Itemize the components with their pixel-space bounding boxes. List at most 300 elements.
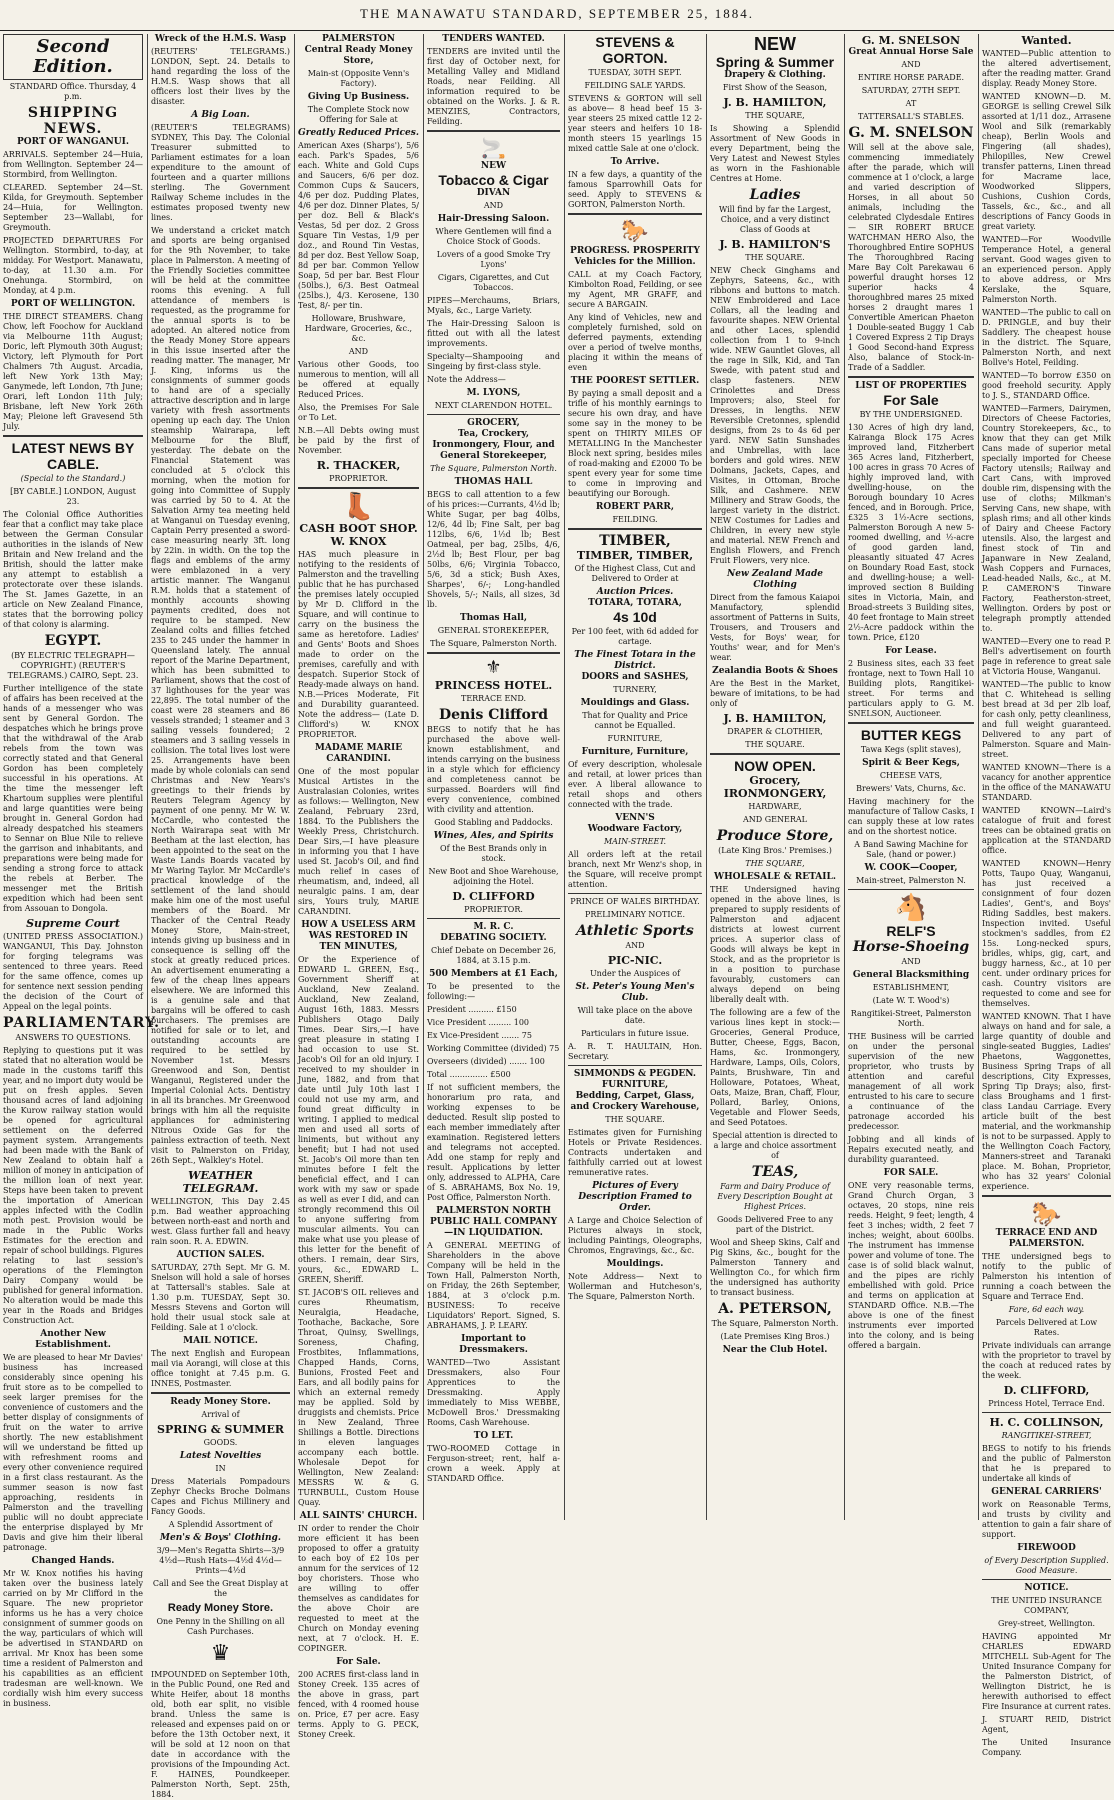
egypt-heading: EGYPT. <box>44 633 102 649</box>
club-line: St. Peter's Young Men's Club. <box>575 982 695 1003</box>
madame-heading: MADAME MARIE CARANDINI. <box>314 743 403 764</box>
projected-text: PROJECTED DEPARTURES For Wellington. Stormbird, to-day, at midday. For Westport. Manawatu, to-day, at 11.30 a.m. For Onehunga. Stormbird, on Monday, at 4 p.m. <box>3 236 143 295</box>
gms-name: G. M. SNELSON <box>848 125 974 141</box>
arrive-text: IN a few days, a quantity of the famous Sparrowhill Oats for seed. Apply to STEVENS & GORTON, Palmerston North. <box>568 170 702 209</box>
rangi-line: RANGITIKEI-STREET, <box>1001 1431 1092 1440</box>
jacob-text: ST. JACOB'S OIL relieves and cures Rheumatism, Neuralgia, Headache, Toothache, Backache, Sore Throat, Quinsy, Swellings, Soreness, Chafing, Frostbites, Inflammations, Chapped Hands, Corns, Bunions, Frosted Feet and Ears, and all bodily pains for which an external remedy may be applied. Sold by druggists and chemists. Price in New Zealand, Three Shillings a Bottle. Directions in eleven languages accompany each bottle. Wholesale Depot for Wellington, New Zealand: MESSRS W. & G. TURNBULL, Custom House Quay. <box>298 1288 419 1507</box>
steamers-text: THE DIRECT STEAMERS. Chang Chow, left Foochow for Auckland via Melbourne 11th August; Doric, left Plymouth 30th August; Victory, left Plymouth for Port Chalmers 7th August. Arcadia, left New York 13th May; Ganymede, left London, 7th June; Orari, left London 11th July; Brisbane, left New York 26th May; Pleione left Gravesend 5th July. <box>3 312 143 431</box>
hamiltons-name: J. B. HAMILTON'S <box>719 238 831 251</box>
timber-heading: TIMBER, <box>599 533 671 549</box>
united-text: HAVING appointed Mr CHARLES EDWARD MITCHELL Sub-Agent for The United Insurance Company for the Palmerston District, of Wellington District, he is herewith authorised to effect Fire Insurance at current rates. <box>982 1632 1111 1711</box>
zealandia-text: Are the Best in the Market, beware of imitations, to be had only of <box>710 679 840 708</box>
mail-text: The next English and European mail via Aorangi, will close at this office tonight at 7.45 p.m. G. INNES, Postmaster. <box>151 1349 290 1388</box>
hair-heading: Hair-Dressing Saloon. <box>437 214 550 224</box>
ironmongery-line: IRONMONGERY, <box>723 787 827 800</box>
horse-sale-heading: Great Annual Horse Sale <box>848 47 974 57</box>
store-name: Ready Money Store. <box>167 1602 274 1614</box>
divider <box>568 893 702 894</box>
call-line: Call and See the Great Display at the <box>152 1579 289 1598</box>
stevens-heading: STEVENS & GORTON. <box>595 34 675 66</box>
boot-icon: 👢 <box>342 492 375 522</box>
timber-price: 4s 10d <box>613 609 657 625</box>
tolet-text: TWO-ROOMED Cottage in Ferguson-street; rent, half a-crown a week. Apply at STANDARD Office. <box>427 1444 560 1483</box>
bedding-line: Bedding, Carpet, Glass, and Crockery Warehouse, <box>570 1091 700 1112</box>
church-text: IN order to render the Choir more efficient it has been proposed to offer a gratuity to each boy of £2 10s per annum for the services of 12 boy choristers. Those who are willing to offer themselves as candidates for the above Choir are requested to meet at the Church on Monday evening next, at 7 o'clock. H. E. COPINGER. <box>298 1524 419 1653</box>
feilding-line: FEILDING SALE YARDS. <box>584 81 686 90</box>
following-text: The following are a few of the various lines kept in stock:— Groceries, General Produce, Butter, Cheese, Eggs, Bacon, Hams, &c. Ironmongery, Hardware, Lamps, Oils, Colors, Paints, Brushware, Tin and Holloware, Potatoes, Wheat, Oats, Maize, Bran, Chaff, Flour, Pollard, Barley, Onions, Vegetable and Flower Seeds, and Seed Potatoes. <box>710 1008 840 1127</box>
fare-line: Fare, 6d each way. <box>1008 1305 1085 1314</box>
discount-line: One Penny in the Shilling on all Cash Purchases. <box>156 1617 285 1636</box>
lyons-address: NEXT CLARENDON HOTEL. <box>434 401 553 410</box>
sqpn-line: The Square, Palmerston North. <box>711 1319 839 1328</box>
saloon-line: The Hair-Dressing Saloon is fitted out with all the latest improvements. <box>427 319 560 348</box>
sale-heading: For Sale. <box>336 1657 381 1667</box>
premises-line: Also, the Premises For Sale or To Let. <box>298 403 419 422</box>
store-town: PALMERSTON <box>322 34 395 44</box>
saturday-line: SATURDAY, 27TH SEPT. <box>861 86 961 95</box>
and-line: AND <box>483 201 504 210</box>
egypt-text: Further intelligence of the state of affairs has been received at the hands of a messenger who was sent by General Gordon. The despatches which he brings prove that the withdrawal of the Arab rebels from the town was correctly stated and that General Gordon has been completely successful in his operations. At the time the messenger left Khartoum supplies were plentiful and large quantities were being brought in. General Gordon had already despatched his steamers to Sennar on Blue Nile to relieve the garrison and inhabitants, and preparations were being made for sending a strong force to attack the rebels at Berber. The messenger met the British expedition which had been sent from Assouan to Dongola. <box>3 684 143 913</box>
prices-list: 3/9—Men's Regatta Shirts—3/9 4½d—Rush Hats—4½d 4½d—Prints—4½d <box>156 1546 285 1575</box>
properties-list: 130 Acres of high dry land, Kairanga Block 175 Acres improved land, Fitzherbert 365 Acres land, Fitzherbert, 100 acres in grass 70 Acres of highly improved land, with dwelling-house, on the Borough boundary 10 Acres fenced, and in Borough. Price, £325 3 1½-Acre sections, Palmerston Borough A new 5-roomed dwelling, and ½-acre of good garden land, pleasantly situated 47 Acres on Boundary Road East, stock and dwelling-house; a well-improved section 8 Building sites in Victoria, Main, and Broad-streets 3 Building sites, 40 feet frontage to Main street 2½-Acre paddock within the town. Price, £120 <box>848 423 974 642</box>
united-line: THE UNITED INSURANCE COMPANY, <box>991 1596 1102 1615</box>
knox-text: HAS much pleasure in notifying to the residents of Palmerston and the travelling public that he has purchased the premises lately occupied by Mr D. Clifford in the Square, and will continue to carry on the business the same as heretofore. Ladies' and Gents' Boots and Shoes made to order on the premises, carefully and with despatch. Superior Stock of Ready-made always on hand. N.B.—Prices Moderate, Fit and Durability guaranteed. Note the address— (Late D. Clifford's) W. KNOX PROPRIETOR. <box>298 550 419 739</box>
divider <box>298 487 419 489</box>
grey-line: Grey-street, Wellington. <box>997 1619 1096 1628</box>
pipe-smoker-icon: 🚬 <box>481 136 506 160</box>
dress-list: Dress Materials Pompadours Zephyr Checks Broche Dolmans Capes and Fichus Millinery and Fancy Goods. <box>151 1477 290 1516</box>
hall-address: The Square, Palmerston North. <box>430 639 557 648</box>
auction-line: Auction Prices. <box>596 587 674 597</box>
work-line: work on Reasonable Terms, and trusts by civility and attention to gain a fair share of support. <box>982 1500 1111 1539</box>
proprietor-line: PROPRIETOR. <box>464 905 523 914</box>
store-address: Main-st (Opposite Venn's Factory). <box>307 69 410 88</box>
denis-name: Denis Clifford <box>438 707 549 723</box>
divider <box>427 414 560 415</box>
lease-text: 2 Business sites, each 33 feet frontage, next to Town Hall 10 Building plots, Rangitikei-street. For terms and particulars apply to G. M. SNELSON, Auctioneer. <box>848 659 974 718</box>
entire-line: ENTIRE HORSE PARADE. <box>857 73 965 82</box>
wanted-heading: Wanted. <box>1021 34 1072 47</box>
estab-line: ESTABLISHMENT, <box>872 983 950 992</box>
tawa-line: Tawa Kegs (split staves), <box>860 745 962 754</box>
clifford-name: D. CLIFFORD, <box>1003 1384 1090 1397</box>
clothing-heading: Men's & Boys' Clothing. <box>160 1533 281 1543</box>
wanted-item: WANTED—The public to call on D. PRINGLE, and buy their Saddlery. The cheapest house in the district. The Square, Palmerston North, and next Bollve's Hotel, Feilding. <box>982 308 1111 367</box>
timber-heading-2: TIMBER, TIMBER, <box>576 549 694 562</box>
parliament-heading: PARLIAMENTARY. <box>3 1015 161 1031</box>
butter-heading: BUTTER KEGS <box>860 727 962 743</box>
auction-text: SATURDAY, 27th Sept. Mr G. M. Snelson will hold a sale of horses at Tattersall's stables. Sale at 1.30 p.m. TUESDAY, Sept 30. Messrs Stevens and Gorton will hold their usual stock sale at Feilding. Sale at 1 o'clock. <box>151 1263 290 1332</box>
showing-text: Is Showing a Splendid Assortment of New Goods in every Department, being the Very Latest and Newest Styles as worn in the Fashionable Centres at Home. <box>710 124 840 183</box>
column-4 <box>424 34 563 1520</box>
mainst-line: MAIN-STREET. <box>603 837 667 846</box>
cable-dateline: [BY CABLE.] LONDON, August 23. <box>10 487 136 506</box>
note-line: Note the Address— <box>427 375 506 384</box>
wanted-item: WANTED KNOWN—D. M. GEORGE is selling Crewel Silk assorted at 1/11 doz., Arrasene Wool and Silk (remarkably cheap), Berlin Wools and Fingering (all shades), Philopilles, New Crewel transfer patterns, Linen thread for Macrame lace, Woodworked Slippers, Cushions, Cushion Cords, Tassels, &c., &c., and all descriptions of Fancy Goods in great variety. <box>982 92 1111 231</box>
parcels-line: Parcels Delivered at Low Rates. <box>995 1318 1098 1337</box>
tobacco-heading: Tobacco & Cigar <box>438 172 549 188</box>
uic-line: The United Insurance Company. <box>982 1738 1111 1757</box>
divider <box>848 376 974 378</box>
wanted-item: WANTED KNOWN—Laird's catalogue of fruit and forest trees can be obtained gratis on application at the STANDARD office. <box>982 806 1111 855</box>
debts-line: N.B.—All Debts owing must be paid by the first of November. <box>298 426 419 455</box>
lovers-line: Lovers of a good Smoke Try Lyons' <box>436 250 551 269</box>
stabling-line: Good Stabling and Paddocks. <box>434 818 553 827</box>
weather-heading: WEATHER TELEGRAM. <box>182 1169 259 1195</box>
square-line: The Square, Palmerston North. <box>430 464 557 473</box>
forsale-2-heading: FOR SALE. <box>883 1168 939 1178</box>
coach-text-2: Any kind of Vehicles, new and completely furnished, sold on deferred payments, extending over a period of twelve months, placing it within the means of even <box>568 313 702 372</box>
president-row: President .......... £150 <box>427 1005 517 1014</box>
members-line: 500 Members at £1 Each, <box>429 969 558 979</box>
grocery-line: Grocery, <box>749 774 801 787</box>
princess-line: Princess Hotel, Terrace End. <box>988 1399 1105 1408</box>
late-line: (Late King Bros.' Premises.) <box>718 846 832 855</box>
mouldings-heading: Mouldings. <box>606 1259 664 1269</box>
finest-line: The Finest Totara in the District. <box>574 650 696 671</box>
crown-crest-icon: ♛ <box>210 1641 231 1666</box>
secretary-line: A. R. T. HAULTAIN, Hon. Secretary. <box>568 1042 702 1061</box>
wanted-item: WANTED—Every one to read P. Bell's advertisement on fourth page in reference to great sale at Victoria House, Wanganui. <box>982 637 1111 676</box>
local-news-text: We understand a cricket match and sports are being organised for the 9th November, to take place in Palmerston. A meeting of the Friendly Societies committee will be held at the committee rooms this evening. A full attendance of members is requested, as the programme for the annual sports is to be adopted. An altered notice from the Ready Money Store appears in this issue inserted after the reading matter. The manager, Mr J. King, informs us the consignments of summer goods to hand are of a specially attractive description and in large variety with fresh assortments opening up each day. The Union steamship Wairarapa, left Melbourne for the Bluff, yesterday. The debate on the Financial Statement was concluded at 5 o'clock this morning, when the motion for going into Committee of Supply was carried by 50 to 4. At the Salvation Army tea meeting held at Wanganui on Tuesday evening, Captain Perry presented a sword-case measuring nearly 3ft. long by 22in. in width. On the top the flags and emblems of the army were emblazoned in a very artistic manner. The Wanganui R.M. holds that a statement of monthly accounts showing payments credited, does not require to be stamped. New Zealand colts and fillies fetched 235 to 245 under the hammer in Queensland lately. The annual report of the Marine Department, which has been submitted to Parliament, shows that the cost of 37 lighthouses for the year was 22,895. The total number of the coast were 28 steamers and 86 vessels stranded; 1 steamer and 3 sailing vessels foundered; 2 steamers and 3 sailing vessels in collision. The total lives lost were 25. Arrangements have been made by whole colonials can send Christmas and New Years's greetings to their friends by Reuters Telegram Agency by payment of one penny. Mr W. W. McCardle, who contested the North Wairarapa seat with Mr Beetham at the last election, has been appointed to the seat on the Waste Lands Boards vacated by Mr Waring Taylor. Mr McCardle's practical knowledge of the settlement of the land should make him one of the most useful members of the Board. Mr Thacker of the Central Ready Money Store, Main-street, intends giving up business and in consequence is selling off the stock at greatly reduced prices. An advertisement enumerating a few of the cheap lines appears elsewhere. We are informed this is a genuine sale and that bargains will be offered to cash purchasers. The premises are notified for sale or to let, and outstanding accounts are required to be settled by November 1st. Messrs Greenwood and Son, Dentist Wanganui, Registered under the Imperial Colonial Acts. Dentistry in all its branches. Mr Greenwood brings with him all the requisite appliances for administering Nitrous Oxide Gas for the painless extraction of teeth. Next visit to Palmerston on Friday, 26th Sept., Walkley's Hotel. <box>151 226 290 1165</box>
divider <box>427 130 560 132</box>
giving-heading: Giving Up Business. <box>307 92 410 102</box>
cook-name: W. COOK—Cooper, <box>864 863 958 873</box>
settler-heading: THE POOREST SETTLER. <box>570 376 700 386</box>
parliament-text: Replying to questions put it was stated that no alteration would be made in the customs tariff this year, and no import duty would be put on fresh apples. Seven thousand acres of land adjoining the Kurow railway station would be opened for agricultural settlement on the deferred payment system. Arrangements had been made with the Bank of New Zealand to obtain half a million of money in anticipation of the million loan of next year. Steps have been taken to prevent the importation of American apples infected with the Codlin moth pest. Provision would be made in the Public Works Estimates for the erection and repair of school buildings. Figures relating to last session's operations of the Flemington Dairy Company would be published for general information. No alteration would be made this year in the Roads and Bridges Construction Act. <box>3 1046 143 1325</box>
tuesday-line: TUESDAY, 30TH SEPT. <box>588 68 682 77</box>
arrivals-text: ARRIVALS. September 24—Huia, from Wellington. September 24—Stormbird, from Wellington. <box>3 150 143 179</box>
divider <box>982 1412 1111 1413</box>
court-text: (UNITED PRESS ASSOCIATION.) WANGANUI, This Day. Johnston for forging telegrams was sentenced to three years. Reed for the same offence, comes up for sentence next session pending the decision of the Court of Appeal on the legal points. <box>3 932 143 1011</box>
and-line-2: AND <box>901 957 921 966</box>
divider <box>568 213 702 215</box>
kingbros-line: (Late Premises King Bros.) <box>720 1332 830 1341</box>
cleared-text: CLEARED. September 24—St. Kilda, for Greymouth. September 24—Huia, for Wellington. September 23—Wallabi, for Greymouth. <box>3 183 143 232</box>
divider <box>3 435 143 437</box>
office-line: STANDARD Office. Thursday, 4 p.m. <box>9 82 137 101</box>
spring-heading: SPRING & SUMMER <box>157 1423 284 1436</box>
produce-heading: Produce Store, <box>716 828 834 844</box>
overseers-row: Overseers (divided) ....... 100 <box>427 1057 545 1066</box>
divider <box>568 528 702 530</box>
changed-text: Mr W. Knox notifies his having taken over the business lately carried on by Mr Clifford in the Square. The new proprietor informs us he has a very choice consignment of summer goods on the way, particulars of which will be advertised in STANDARD on arrival. Mr Knox has been some time a resident of Palmerston and his capabilities as an efficient tradesman are well-known. We cordially wish him every success in business. <box>3 1569 143 1708</box>
business-text: THE Business will be carried on under the personal supervision of the new proprietor, who trusts by attention and careful management of all work entrusted to his care to secure a continuance of the patronage accorded his predecessor. <box>848 1032 974 1131</box>
cheese-line: CHEESE VATS, <box>879 771 943 780</box>
thesquare-line: THE SQUARE. <box>605 1115 665 1124</box>
nearclub-line: Near the Club Hotel. <box>722 1345 828 1355</box>
parr-name: ROBERT PARR, <box>595 502 675 512</box>
rang-line: Rangitikei-Street, Palmerston North. <box>850 1009 972 1028</box>
divider <box>427 918 560 919</box>
quality-line: That for Quality and Price cannot be Equalled. <box>582 711 688 730</box>
in-line: IN <box>215 1464 226 1473</box>
every-line: of Every Description Supplied. Good Measure. <box>984 1556 1109 1575</box>
lease-heading: For Lease. <box>885 646 937 656</box>
knox-name: W. KNOX <box>330 535 387 548</box>
port-heading: PORT OF WANGANUI. <box>17 137 129 147</box>
nzclothing-heading: New Zealand Made Clothing <box>727 569 823 590</box>
zealandia-heading: Zealandia Boots & Shoes <box>712 666 838 676</box>
sufficient-text: If not sufficient members, the honorarium pro rata, and working expenses to be deducted. Result slip posted to each member immediately after examination. Registered letters and telegrams not accepted. Add one stamp for reply and result. Applications by letter only, addressed to ALPHA, Care of S. ABRAHAMS, Box No. 19, Post Office, Palmerston North. <box>427 1083 560 1202</box>
boot-shop-heading: CASH BOOT SHOP. <box>299 522 418 535</box>
furn-line: FURNITURE, <box>601 1080 669 1090</box>
prince-line: PRINCE OF WALES BIRTHDAY. <box>570 897 700 906</box>
grocery-heading: GROCERY, <box>467 418 520 428</box>
cigars-line: Cigars, Cigarettes, and Cut Tobaccos. <box>437 273 550 292</box>
mrc-heading: M. R. C. <box>473 922 514 932</box>
where-line: Where Gentlemen will find a Choice Stock of Goods. <box>435 227 552 246</box>
relfs-heading: RELF'S <box>886 923 936 939</box>
column-2 <box>148 34 293 1799</box>
first-line: First Show of the Season, <box>722 83 828 92</box>
egypt-dateline: (BY ELECTRIC TELEGRAPH—COPYRIGHT.) (REUTER'S TELEGRAMS.) CAIRO, Sept. 23. <box>7 651 139 680</box>
coach-icon: 🐎 <box>621 219 649 244</box>
wanted-item: WANTED—To borrow £350 on good freehold security. Apply to J. S., STANDARD Office. <box>982 371 1111 400</box>
farm-line: Farm and Dairy Produce of Every Description Bought at Highest Prices. <box>717 1182 833 1211</box>
orders-line: All orders left at the retail branch, next Mr Wenz's shop, in the Square, will receive prompt attention. <box>568 850 702 889</box>
useless-text: Or the Experience of EDWARD L. GREEN, Esq., Government Sheriff at Auckland, New Zealand. Auckland, New Zealand, August 16th, 1883. Messrs Publishers Otago Daily Times. Dear Sirs,—I have great pleasure in stating I had occasion to use St. Jacob's Oil for an old injury. I received to my shoulder in June, 1882, and from that date until July 10th last I could not use my arm, and found great difficulty in writing. I applied to medical men and used all sorts of liniments, but without any benefit; but I had not used St. Jacob's Oil more than ten minutes before I felt the beneficial effect, and I can work with my saw or spade as well as ever I did, and can strongly recommend this Oil to anyone suffering from muscular ailments. You can make what use you please of this letter for the benefit of others. I remain, dear Sirs, yours, &c., EDWARD L. GREEN, Sheriff. <box>298 955 419 1284</box>
snelson-heading: G. M. SNELSON <box>861 34 961 47</box>
sale-text: 200 ACRES first-class land in Stoney Creek. 135 acres of the above in grass, part fenced, with 4 roomed house on. Price, £7 per acre. Easy terms. Apply to G. PECK, Stoney Creek. <box>298 1670 419 1739</box>
divan-line: DIVAN <box>476 188 511 198</box>
column-7 <box>845 34 977 1520</box>
brewers-line: Brewers' Vats, Churns, &c. <box>856 784 966 793</box>
square-line-4: THE SQUARE, <box>745 859 805 868</box>
establishment-heading: Another New Establishment. <box>35 1329 111 1350</box>
band-line: A Band Sawing Machine for Sale, (hand or power.) <box>854 840 968 859</box>
forsale-heading: For Sale <box>883 392 939 408</box>
progress-heading: PROGRESS. PROSPERITY <box>570 246 700 256</box>
wanted-item: WANTED—Farmers, Dairymen, Directors of Cheese Factories, Country Storekeepers, &c., to know that they can get Milk Cans made of superior metal specially imported for Cheese Factory utensils; Railway and Cart Cans, with improved double rim, dispensing with the use of cloths; Milkman's Serving Cans, new shape, with splash rims; and all other kinds of Dairy and Cheese Factory utensils. Also, the largest and finest stock of Tin and Japanware in New Zealand, Wash Coppers and Furnaces, Lead-headed Nails, &c., at M. P. CAMERON'S Tinware Factory, Featherston-street, Wellington. Orders by post or telegraph promptly attended to. <box>982 404 1111 633</box>
hall-company-heading: PALMERSTON NORTH PUBLIC HALL COMPANY—IN LIQUIDATION. <box>429 1206 558 1238</box>
useless-heading: HOW A USELESS ARM WAS RESTORED IN TEN MINUTES, <box>301 920 416 952</box>
novelties-line: Latest Novelties <box>179 1451 262 1461</box>
denis-text: BEGS to notify that he has purchased the above well-known establishment, and intends carrying on the business in a style which for efficiency and completeness cannot be surpassed. Boarders will find every convenience, combined with civility and attention. <box>427 725 560 814</box>
hall-name: THOMAS HALL <box>454 477 533 487</box>
place-line: Will take place on the above date. <box>577 1006 693 1025</box>
proprietor-line: PROPRIETOR. <box>329 474 388 483</box>
square-line: THE SQUARE, <box>745 111 805 120</box>
best-line: Of the Best Brands only in stock. <box>440 844 547 863</box>
debate-line: Chief Debate on December 26, 1884, at 3.15 p.m. <box>430 946 556 965</box>
notice-heading: NOTICE. <box>1024 1583 1069 1593</box>
venns-name: VENN'S <box>615 813 655 823</box>
hall-name-2: Thomas Hall, <box>459 613 528 623</box>
clifford-name: D. CLIFFORD <box>452 890 535 903</box>
loan-text: (REUTER'S TELEGRAMS) SYDNEY, This Day. The Colonial Treasurer submitted to Parliament estimates for a loan expenditure to the amount of fourteen and a quarter millions sterling. The Government Railway Scheme includes in the estimates proposed twenty new lines. <box>151 123 290 222</box>
andgen-line: AND GENERAL <box>743 815 807 824</box>
mouldings-line: Mouldings and Glass. <box>580 698 690 708</box>
organ-text: ONE very reasonable terms, Grand Church Organ, 3 octaves, 20 stops, nine reis reeds. Height, 9 feet; length, 4 feet 3 inches; width, 2 feet 7 inches; weight, about 600lbs. The instrument has immense power and volume of tone. The case is of solid black walnut, and the pipes are richly embellished with gold. Price and terms on application at STANDARD Office. N.B.—The above is one of the finest instruments ever imported into the colony, and is being offered a bargain. <box>848 1181 974 1350</box>
wanted-item: WANTED KNOWN—There is a vacancy for another apprentice in the office of the MANAWATU STANDARD. <box>982 763 1111 802</box>
ladies-heading: Ladies <box>749 187 801 203</box>
athletic-heading: Athletic Sports <box>576 923 694 939</box>
goods-line: GOODS. <box>203 1438 238 1447</box>
spirit-line: Spirit & Beer Kegs, <box>862 758 960 768</box>
late-line: (Late W. T. Wood's) <box>872 996 950 1005</box>
wasp-heading: Wreck of the H.M.S. Wasp <box>154 34 287 44</box>
terrace-text: THE undersigned begs to notify to the public of Palmerston his intention of running a coach between the Square and Terrace End. <box>982 1252 1111 1301</box>
hall-company-text: A GENERAL MEETING of Shareholders in the above Company will be held in the Town Hall, Palmerston North, on Friday, the 26th September, 1884, at 3 o'clock p.m. BUSINESS: To receive Liquidators' Report. Signed, S. ABRAHAMS, J. P. LEARY. <box>427 1241 560 1330</box>
peterson-name: A. PETERSON, <box>718 1301 832 1317</box>
prelim-line: PRELIMINARY NOTICE. <box>584 910 685 919</box>
simmonds-heading: SIMMONDS & PEGDEN. <box>573 1069 697 1079</box>
thacker-name: R. THACKER, <box>316 459 401 472</box>
auction-heading: AUCTION SALES. <box>176 1250 265 1260</box>
estimates-text: Estimates given for Furnishing Hotels or Private Residences. Contracts undertaken and faithfully carried out at lowest remunerative rates. <box>568 1128 702 1177</box>
column-8 <box>979 34 1114 1757</box>
doors-line: DOORS and SASHES, <box>581 672 689 682</box>
cable-heading: LATEST NEWS BY CABLE. <box>11 440 135 472</box>
furniture-line-2: Furniture, Furniture, <box>581 747 689 757</box>
wanted-item: WANTED—Public attention to the altered advertisement, after the reading matter. Grand display. Ready Money Store. <box>982 49 1111 88</box>
divider <box>710 753 840 755</box>
and-line: AND <box>625 941 645 950</box>
store-heading: Central Ready Money Store, <box>304 45 413 66</box>
divider <box>982 1579 1111 1580</box>
tea-heading: Tea, Crockery, Ironmongery, Flour, and General Storekeeper, <box>432 429 555 461</box>
warehouse-line: New Boot and Shoe Warehouse, adjoining the Hotel. <box>428 867 559 886</box>
wool-text: Wool and Sheep Skins, Calf and Pig Skins, &c., bought for the Palmerston Tannery and Wellington Co., for which firm the undersigned has authority to transact business. <box>710 1238 840 1297</box>
price-list: American Axes (Sharps'), 5/6 each. Park's Spades, 5/6 each. White and Gold Cups and Saucers, 6/6 per doz. Common Cups & Saucers, 4/6 per doz. Pudding Plates, 4/6 per doz. Dinner Plates, 5/ per doz. Bell & Black's Vestas, 5d per doz. 2 Gross Square Tin Vestas, 1/9 per doz., and Round Tin Vestas, 8d per doz. Best Yellow Soap, 8d per bar. Common Yellow Soap, 5d per bar. Best Flour (50lbs.), 6/3. Best Oatmeal (25lbs.), 4/3. Kerosene, 130 Test, 8/- per tin. <box>298 141 419 310</box>
arrival-line: Arrival of <box>201 1410 240 1419</box>
total-row: Total ............... £500 <box>427 1070 511 1079</box>
turnery-line: TURNERY, <box>613 685 657 694</box>
vehicles-heading: Vehicles for the Million. <box>574 257 696 267</box>
wasp-text: (REUTERS' TELEGRAMS.) LONDON, Sept. 24. Details to hand regarding the loss of the H.M.S. Wasp shows that all officers lost their lives by the disaster. <box>151 47 290 106</box>
dressmakers-text: WANTED—Two Assistant Dressmakers, also Four Apprentices to the Dressmaking. Apply immediately to Miss WEBBE, McDowell Bros.' Dressmaking Rooms, Cash Warehouse. <box>427 1358 560 1427</box>
answers-heading: ANSWERS TO QUESTIONS. <box>15 1033 131 1042</box>
horse-shoeing-heading: Horse-Shoeing <box>852 939 970 955</box>
special-line: Special attention is directed to a large and choice assortment of <box>712 1131 838 1160</box>
lyons-name: M. LYONS, <box>466 388 521 398</box>
store-heading: Ready Money Store. <box>170 1397 271 1407</box>
storekeeper-line: GENERAL STOREKEEPER, <box>437 626 550 635</box>
nzclothing-text: Direct from the famous Kaiapoi Manufactory, splendid assortment of Patterns in Suits, Trousers, and Trousers and Vests, for Boys' wear, for Youths' wear, and for Men's wear. <box>710 593 840 662</box>
new-line: NEW <box>480 161 507 171</box>
horseshoe-icon: 🐴 <box>894 893 928 923</box>
having-text: Having machinery for the manufacture of Tallow Casks, I can supply these at low rates and on the shortest notice. <box>848 797 974 836</box>
list-heading: LIST OF PROPERTIES <box>855 381 967 391</box>
exvice-row: Ex Vice-President ....... 75 <box>427 1031 532 1040</box>
large-text: A Large and Choice Selection of Pictures always in stock, including Paintings, Oleographs, Chromos, Engravings, &c., &c. <box>568 1216 702 1255</box>
at-line: AT <box>905 99 917 108</box>
teas-heading: TEAS, <box>751 1164 799 1180</box>
picnic-heading: PIC-NIC. <box>607 954 663 967</box>
arrive-heading: To Arrive. <box>610 157 660 167</box>
cable-text: The Colonial Office Authorities fear that a conflict may take place between the German Consular authorities in the islands of New Britain and New Ireland and the British, should the latter make any attempt to establish a protectorate over these islands. The St. James Gazette, in an article on New Zealand Finance, states that the borrowing policy of that colony is alarming. <box>3 510 143 629</box>
wanted-item: WANTED—The public to know that C. Whitehead is selling best bread at 3d per 2lb loaf, for cash only, petty cleanliness, and full weight guaranteed. Delivered to any part of Palmerston. Square and Main-street. <box>982 680 1111 759</box>
divider <box>151 1392 290 1394</box>
weather-text: WELLINGTON, This Day 2.45 p.m. Bad weather approaching between north-east and north and west. Glass further fall and heavy rain soon. R. A. EDWIN. <box>151 1197 290 1246</box>
court-heading: Supreme Court <box>26 917 120 930</box>
collinson-text: BEGS to notify to his friends and the public of Palmerston that he is prepared to undertake all kinds of <box>982 1444 1111 1483</box>
column-1 <box>0 34 161 1708</box>
stevens-text: STEVENS & GORTON will sell as above— 8 head beef 15 3-year steers 25 mixed cattle 12 2-year steers and heifers 10 18-month steers 15 yearlings 15 mixed cattle Sale at one o'clock. <box>568 94 702 153</box>
general-line: General Blacksmithing <box>852 970 970 980</box>
wanted-item: WANTED KNOWN. That I have always on hand and for sale, a large quantity of double and single-seated Buggies, Ladies' Phaetons, Waggonettes, Business Spring Traps of all descriptions, City Expresses, Spring Tip Drays; also, first-class Broughams and 1 first-class Landau Carriage. Every article built of the best material, and the workmanship is not to be surpassed. Apply to the Wellington Coach Factory, Manners-street and Taranaki place. M. Bohan, Proprietor, who has 32 years' Colonial experience. <box>982 1012 1111 1191</box>
edition-title: Second Edition. <box>3 34 143 80</box>
private-line: Private individuals can arrange with the proprietor to travel by the coach at reduced rates by the week. <box>982 1341 1111 1380</box>
nowopen-heading: NOW OPEN. <box>734 758 816 774</box>
port-heading: PORT OF WELLINGTON. <box>10 299 136 309</box>
woodware-line: Woodware Factory, <box>587 824 683 834</box>
dressmakers-heading: Important to Dressmakers. <box>459 1334 528 1355</box>
sell-text: Will sell at the above sale, commencing immediately after the parade, which will commence at 1 o'clock, a large and varied description of Horses, in all about 50 animals, including the celebrated Clydesdale Entires— SIR ROBERT BRUCE WATCHMAN HERO Also, the Thoroughbred Entire SOPHUS The Thoroughbred Racing Mare Bay Colt Parekawau 6 powerful draught horses 12 superior hacks 4 thoroughbred mares 25 mixed horses 2 draught mares 1 Convertible American Phaeton 1 Double-seated Buggy 1 Cab 1 Covered Express 2 Tip Drays 1 Good Second-hand Express Also, balance of Stock-in-Trade of a Saddler. <box>848 143 974 372</box>
vice-row: Vice President ......... 100 <box>427 1018 530 1027</box>
parr-place: FEILDING. <box>612 515 658 524</box>
column-5 <box>565 34 705 1520</box>
debating-heading: DEBATING SOCIETY. <box>440 933 547 943</box>
totara-line: TOTARA, TOTARA, <box>588 598 682 608</box>
willfind-line: Will find by far the Largest, Choice, and a very distinct Class of Goods at <box>718 205 831 234</box>
divider <box>848 889 974 890</box>
particulars-line: Particulars in future issue. <box>581 1029 689 1038</box>
drapery-line: Drapery & Clothing. <box>724 70 826 80</box>
wines-line: Wines, Ales, and Spirits <box>433 831 554 841</box>
complete-line: The Complete Stock now Offering for Sale at <box>307 105 410 124</box>
terrace-heading: TERRACE END AND PALMERSTON. <box>995 1228 1098 1249</box>
tolet-heading: TO LET. <box>473 1431 514 1441</box>
per100-line: Per 100 feet, with 6d added for cartage. <box>571 627 699 646</box>
square-line-3: THE SQUARE. <box>745 740 805 749</box>
cook-address: Main-street, Palmerston N. <box>856 876 966 885</box>
assortment-line: A Splendid Assortment of <box>168 1520 273 1529</box>
divider <box>982 1195 1111 1197</box>
auspices-line: Under the Auspices of <box>589 969 681 978</box>
changed-heading: Changed Hands. <box>31 1556 115 1566</box>
terrace-line: TERRACE END. <box>460 694 526 703</box>
distributed-line: To be presented to the following:— <box>427 982 560 1001</box>
jobbing-text: Jobbing and all kinds of Repairs executed neatly, and durability guaranteed. <box>848 1135 974 1164</box>
reid-line: J. STUART REID, District Agent, <box>982 1715 1111 1734</box>
and-line: AND <box>901 60 921 69</box>
divider <box>568 1065 702 1066</box>
madame-text: One of the most popular Musical Artistes in the Australasian Colonies, writes as follows:— Wellington, New Zealand, February 23rd, 1884. To the Publishers the Weekly Press, Christchurch. Dear Sirs,—I have pleasure in informing you that I have used St. Jacob's Oil, and find much relief in cases of rheumatism, and, indeed, all neuralgic pains. I am, dear sirs, Yours truly, MARIE CARANDINI. <box>298 767 419 916</box>
draper-line: DRAPER & CLOTHIER, <box>727 727 823 736</box>
special-line: (Special to the Standard.) <box>20 474 126 483</box>
speciality-line: Specialty—Shampooing and Singeing by first-class style. <box>427 352 560 371</box>
hotel-heading: PRINCESS HOTEL. <box>434 679 553 692</box>
hotel-crest-icon: ⚜ <box>485 657 502 678</box>
wanted-item: WANTED—For Woodville Temperance Hotel, a general servant. Good wages given to an experienced person. Apply to above address, or Mrs Kerslake, the Square, Palmerston North. <box>982 235 1111 304</box>
new-items-list: NEW Check Ginghams and Zephyrs, Sateens, &c., with ribbons and buttons to match. NEW Embroidered and Lace Collars, all the leading and favourite shapes. NEW Oriental and other Laces, splendid collection from 1 to 9-inch wide. NEW Gauntlet Gloves, all the rage in Silk, Kid, and Tan Swede, with patent stud and clasp fasteners. NEW Crinolettes and Dress Improvers; also, Steel for Dresses, in lengths. NEW Reversible Cretonnes, splendid designs, from 2s to 4s 6d per yard. NEW Satin Sunshades and Umbrellas, with lace borders and gold wires. NEW Dolmans, Jackets, Capes, and Visites, in Ottoman, Broche Silk, and Cashmere. NEW Millinery and Straw Goods, the largest variety in the district. NEW Costumes for Ladies and Children, in every new style and material. NEW French and English Flowers, and French Fruit Flowers, very nice. <box>710 266 840 565</box>
working-row: Working Committee (divided) 75 <box>427 1044 560 1053</box>
coach-horse-icon: 🐎 <box>1031 1200 1062 1228</box>
by-line: BY THE UNDERSIGNED. <box>859 410 963 419</box>
column-6 <box>707 34 843 1520</box>
firewood-heading: FIREWOOD <box>1017 1543 1076 1553</box>
pipes-line: PIPES—Merchaums, Briars, Myals, &c., Large Variety. <box>427 296 560 315</box>
wanted-item: WANTED KNOWN—Henry Potts, Taupo Quay, Wanganui, has just received a consignment of four dozen Ladies', Gent's, and Boys' Riding Saddles, best makers. Inspection invited. Useful stockmen's saddles, from £2 15s. Long-necked spurs, bridles, whips, gig, cart, and buggy harness, &c., at 10 per cent. under ordinary prices for cash. Country visitors are requested to come and see for themselves. <box>982 859 1111 1008</box>
hamilton-name-3: J. B. HAMILTON, <box>723 712 827 725</box>
column-3 <box>295 34 422 1739</box>
note-text: Note Address— Next to Wollerman and Hutcheson's, The Square, Palmerston North. <box>568 1272 702 1301</box>
church-heading: ALL SAINTS' CHURCH. <box>299 1511 418 1521</box>
new-heading: NEW <box>754 34 796 54</box>
shipping-heading: SHIPPING NEWS. <box>27 105 119 137</box>
hardware-line: HARDWARE, <box>748 802 802 811</box>
establishment-text: We are pleased to hear Mr Davies' business has increased considerably since opening his fruit store as to be compelled to seek larger premises for the convenience of customers and the better display of consignments of fruit on the water to arrive shortly. The new establishment will we understand be fitted up with refreshment rooms and every other convenience required in a first class restaurant. As the summer season is now fast approaching, residents in Palmerston and the travelling public will no doubt appreciate the enterprise displayed by Mr Davis and give him their liberal patronage. <box>3 1353 143 1552</box>
loan-heading: A Big Loan. <box>191 110 250 120</box>
settler-text: By paying a small deposit and a trifle of his monthly earnings to secure his own dray, and have some say in the money to be spent on THIRTY MILES OF METALLING In the Manchester Block next spring, besides miles of road-making and £2000 To be spent every year for some time to come in improving and beautifying our Borough. <box>568 389 702 498</box>
carriers-heading: GENERAL CARRIERS' <box>991 1487 1102 1497</box>
pictures-line: Pictures of Every Description Framed to Order. <box>578 1181 692 1213</box>
hall-text: BEGS to call attention to a few of his prices:—Currants, 4½d lb; White Sugar, per bag 40lbs, 12/6, 4d lb; Fine Salt, per bag 112lbs, 6/6, 1½d lb; Best Oatmeal, per bag, 25lbs, 4/6, 2½d lb; Best Flour, per bag 50lbs, 6/6; Virginia Tobacco, 5/6, 3d a stick; Bush Axes, Sharpes', 6/-; Long-handled Shovels, 5/-; Nails, all sizes, 3d lb. <box>427 490 560 609</box>
goods-line: Goods Delivered Free to any part of the District. <box>717 1215 833 1234</box>
wholesale-line: WHOLESALE & RETAIL. <box>714 872 836 882</box>
